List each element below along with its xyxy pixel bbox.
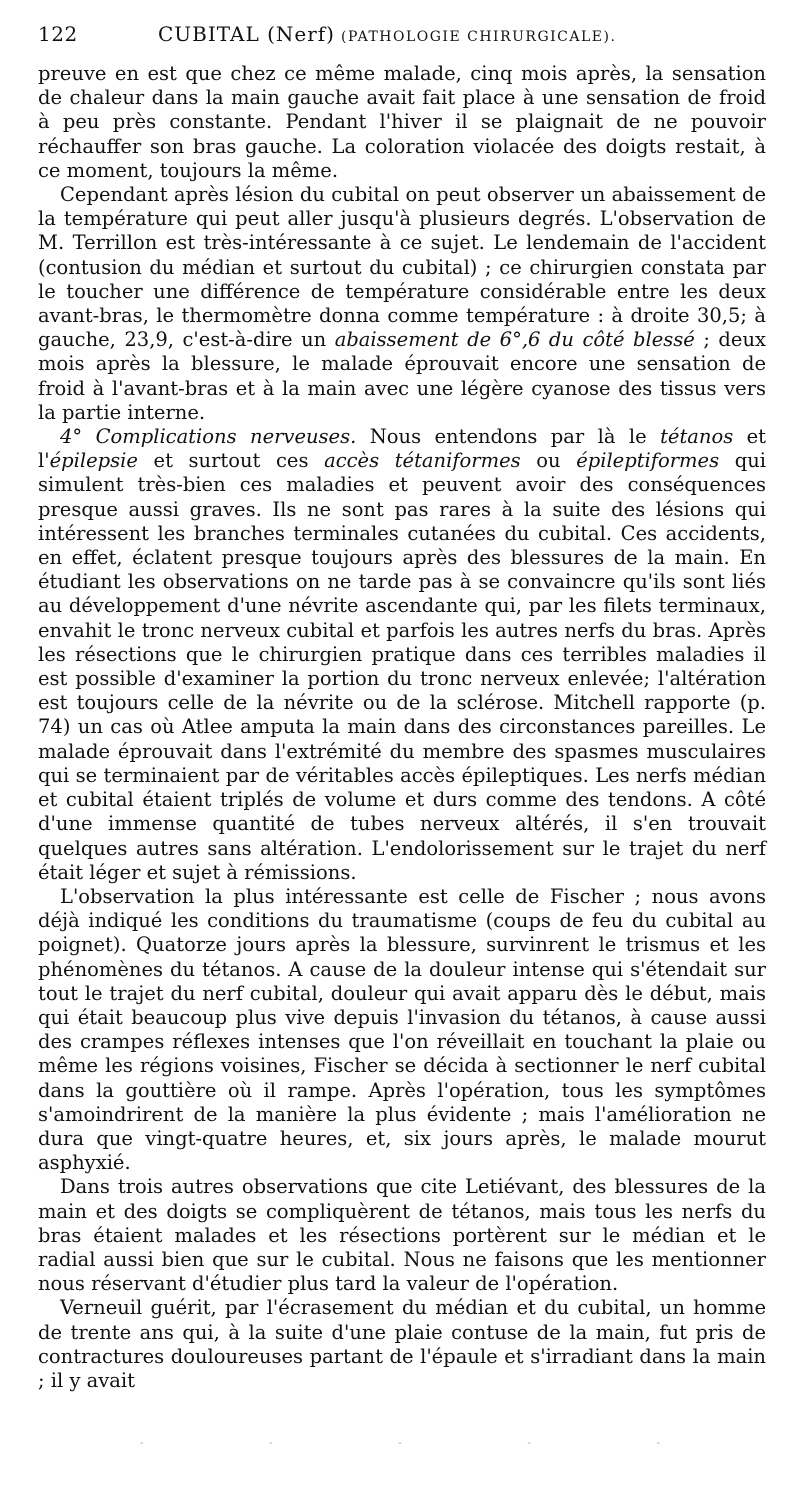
paragraph bbox=[38, 1296, 766, 1393]
paragraph bbox=[38, 183, 766, 425]
paragraph bbox=[38, 1175, 766, 1296]
document-page bbox=[38, 22, 766, 1393]
speck: - bbox=[269, 1438, 273, 1449]
speck: - bbox=[527, 1438, 531, 1449]
paragraph bbox=[38, 885, 766, 1175]
paragraph-text: preuve en est que chez ce même malade, cinq mois après, la sensation de chaleur dans la main gauche avait fait place à une sensation de froid à peu près constante. Pendant l'hiver il se plaignait de ne pouvoir réchauffer son bras gauche. La coloration violacée des doigts restait, à ce moment, toujours la même. bbox=[38, 62, 766, 182]
speck: - bbox=[398, 1438, 402, 1449]
page-bottom-specks bbox=[140, 1438, 660, 1449]
emphasis-text: épilepsie bbox=[49, 449, 138, 473]
paragraph-text: et l' bbox=[38, 425, 767, 473]
emphasis-text: abaissement de 6°,6 du côté blessé bbox=[334, 328, 695, 352]
page-number: 122 bbox=[38, 22, 78, 46]
emphasis-text: tétanos bbox=[660, 425, 734, 449]
paragraph-text: Nous entendons par là le bbox=[356, 425, 661, 449]
paragraph-text: qui simulent très-bien ces maladies et peuvent avoir des conséquences presque aussi graves. Ils ne sont pas rares à la suite des lésions qui intéressent les branches terminales cutanées du cubital. Ces accidents, en effet, éclatent presque toujours après des blessures de la main. En étudiant les observations on ne tarde pas à se convaincre qu'ils sont liés au développement d'une névrite ascendante qui, par les filets terminaux, envahit le tronc nerveux cubital et parfois les autres nerfs du bras. Après les résections que le chirurgien pratique dans ces terribles maladies il est possible d'examiner la portion du tronc nerveux enlevée; l'altération est toujours celle de la névrite ou de la sclérose. Mitchell rapporte (p. 74) un cas où Atlee amputa la main dans des circonstances pareilles. Le malade éprouvait dans l'extrémité du membre des spasmes musculaires qui se terminaient par de véritables accès épileptiques. Les nerfs médian et cubital étaient triplés de volume et durs comme des tendons. A côté d'une immense quantité de tubes nerveux altérés, il s'en trouvait quelques autres sans altération. L'endolorissement sur le trajet du nerf était léger et sujet à rémissions. bbox=[38, 449, 766, 884]
paragraph-text: et surtout ces bbox=[137, 449, 325, 473]
running-header bbox=[38, 22, 766, 62]
section-heading: 4° Complications nerveuses. bbox=[60, 425, 357, 449]
running-subtitle: (PATHOLOGIE CHIRURGICALE). bbox=[341, 29, 617, 45]
speck: - bbox=[140, 1438, 144, 1449]
paragraph-text: L'observation la plus intéressante est celle de Fischer ; nous avons déjà indiqué les conditions du traumatisme (coups de feu du cubital au poignet). Quatorze jours après la blessure, survinrent le trismus et les phénomènes du tétanos. A cause de la douleur intense qui s'étendait sur tout le trajet du nerf cubital, douleur qui avait apparu dès le début, mais qui était beaucoup plus vive depuis l'invasion du tétanos, à cause aussi des crampes réflexes intenses que l'on réveillait en touchant la plaie ou même les régions voisines, Fischer se décida à sectionner le nerf cubital dans la gouttière où il rampe. Après l'opération, tous les symptômes s'amoindrirent de la manière la plus évidente ; mais l'amélioration ne dura que vingt-quatre heures, et, six jours après, le malade mourut asphyxié. bbox=[38, 884, 766, 1175]
running-title: CUBITAL (Nerf) bbox=[158, 22, 335, 46]
paragraph-text: Cependant après lésion du cubital on peut observer un abaissement de la température qui peut aller jusqu'à plusieurs degrés. L'observation de M. Terrillon est très-intéressante à ce sujet. Le lendemain de l'accident (contusion du médian et surtout du cubital) ; ce chirurgien constata par le toucher une différence de température considérable entre les deux avant-bras, le thermomètre donna comme température : à droite 30,5; à gauche, 23,9, c'est-à-dire un bbox=[38, 183, 766, 352]
speck: - bbox=[656, 1438, 660, 1449]
emphasis-text: épileptiformes bbox=[576, 449, 720, 473]
emphasis-text: accès tétaniformes bbox=[324, 449, 521, 473]
paragraph-text: ; deux mois après la blessure, le malade éprouvait encore une sensation de froid à l'avant-bras et à la main avec une légère cyanose des tissus vers la partie interne. bbox=[38, 328, 767, 424]
body-text bbox=[38, 62, 766, 1393]
paragraph bbox=[38, 425, 766, 885]
paragraph-text: ou bbox=[520, 449, 577, 473]
paragraph-text: Dans trois autres observations que cite Letiévant, des blessures de la main et des doigts se compliquèrent de tétanos, mais tous les nerfs du bras étaient malades et les résections portèrent sur le médian et le radial aussi bien que sur le cubital. Nous ne faisons que les mentionner nous réservant d'étudier plus tard la valeur de l'opération. bbox=[38, 1175, 766, 1296]
paragraph-text: Verneuil guérit, par l'écrasement du médian et du cubital, un homme de trente ans qui, à la suite d'une plaie contuse de la main, fut pris de contractures douloureuses partant de l'épaule et s'irradiant dans la main ; il y avait bbox=[38, 1296, 766, 1392]
paragraph bbox=[38, 62, 766, 183]
